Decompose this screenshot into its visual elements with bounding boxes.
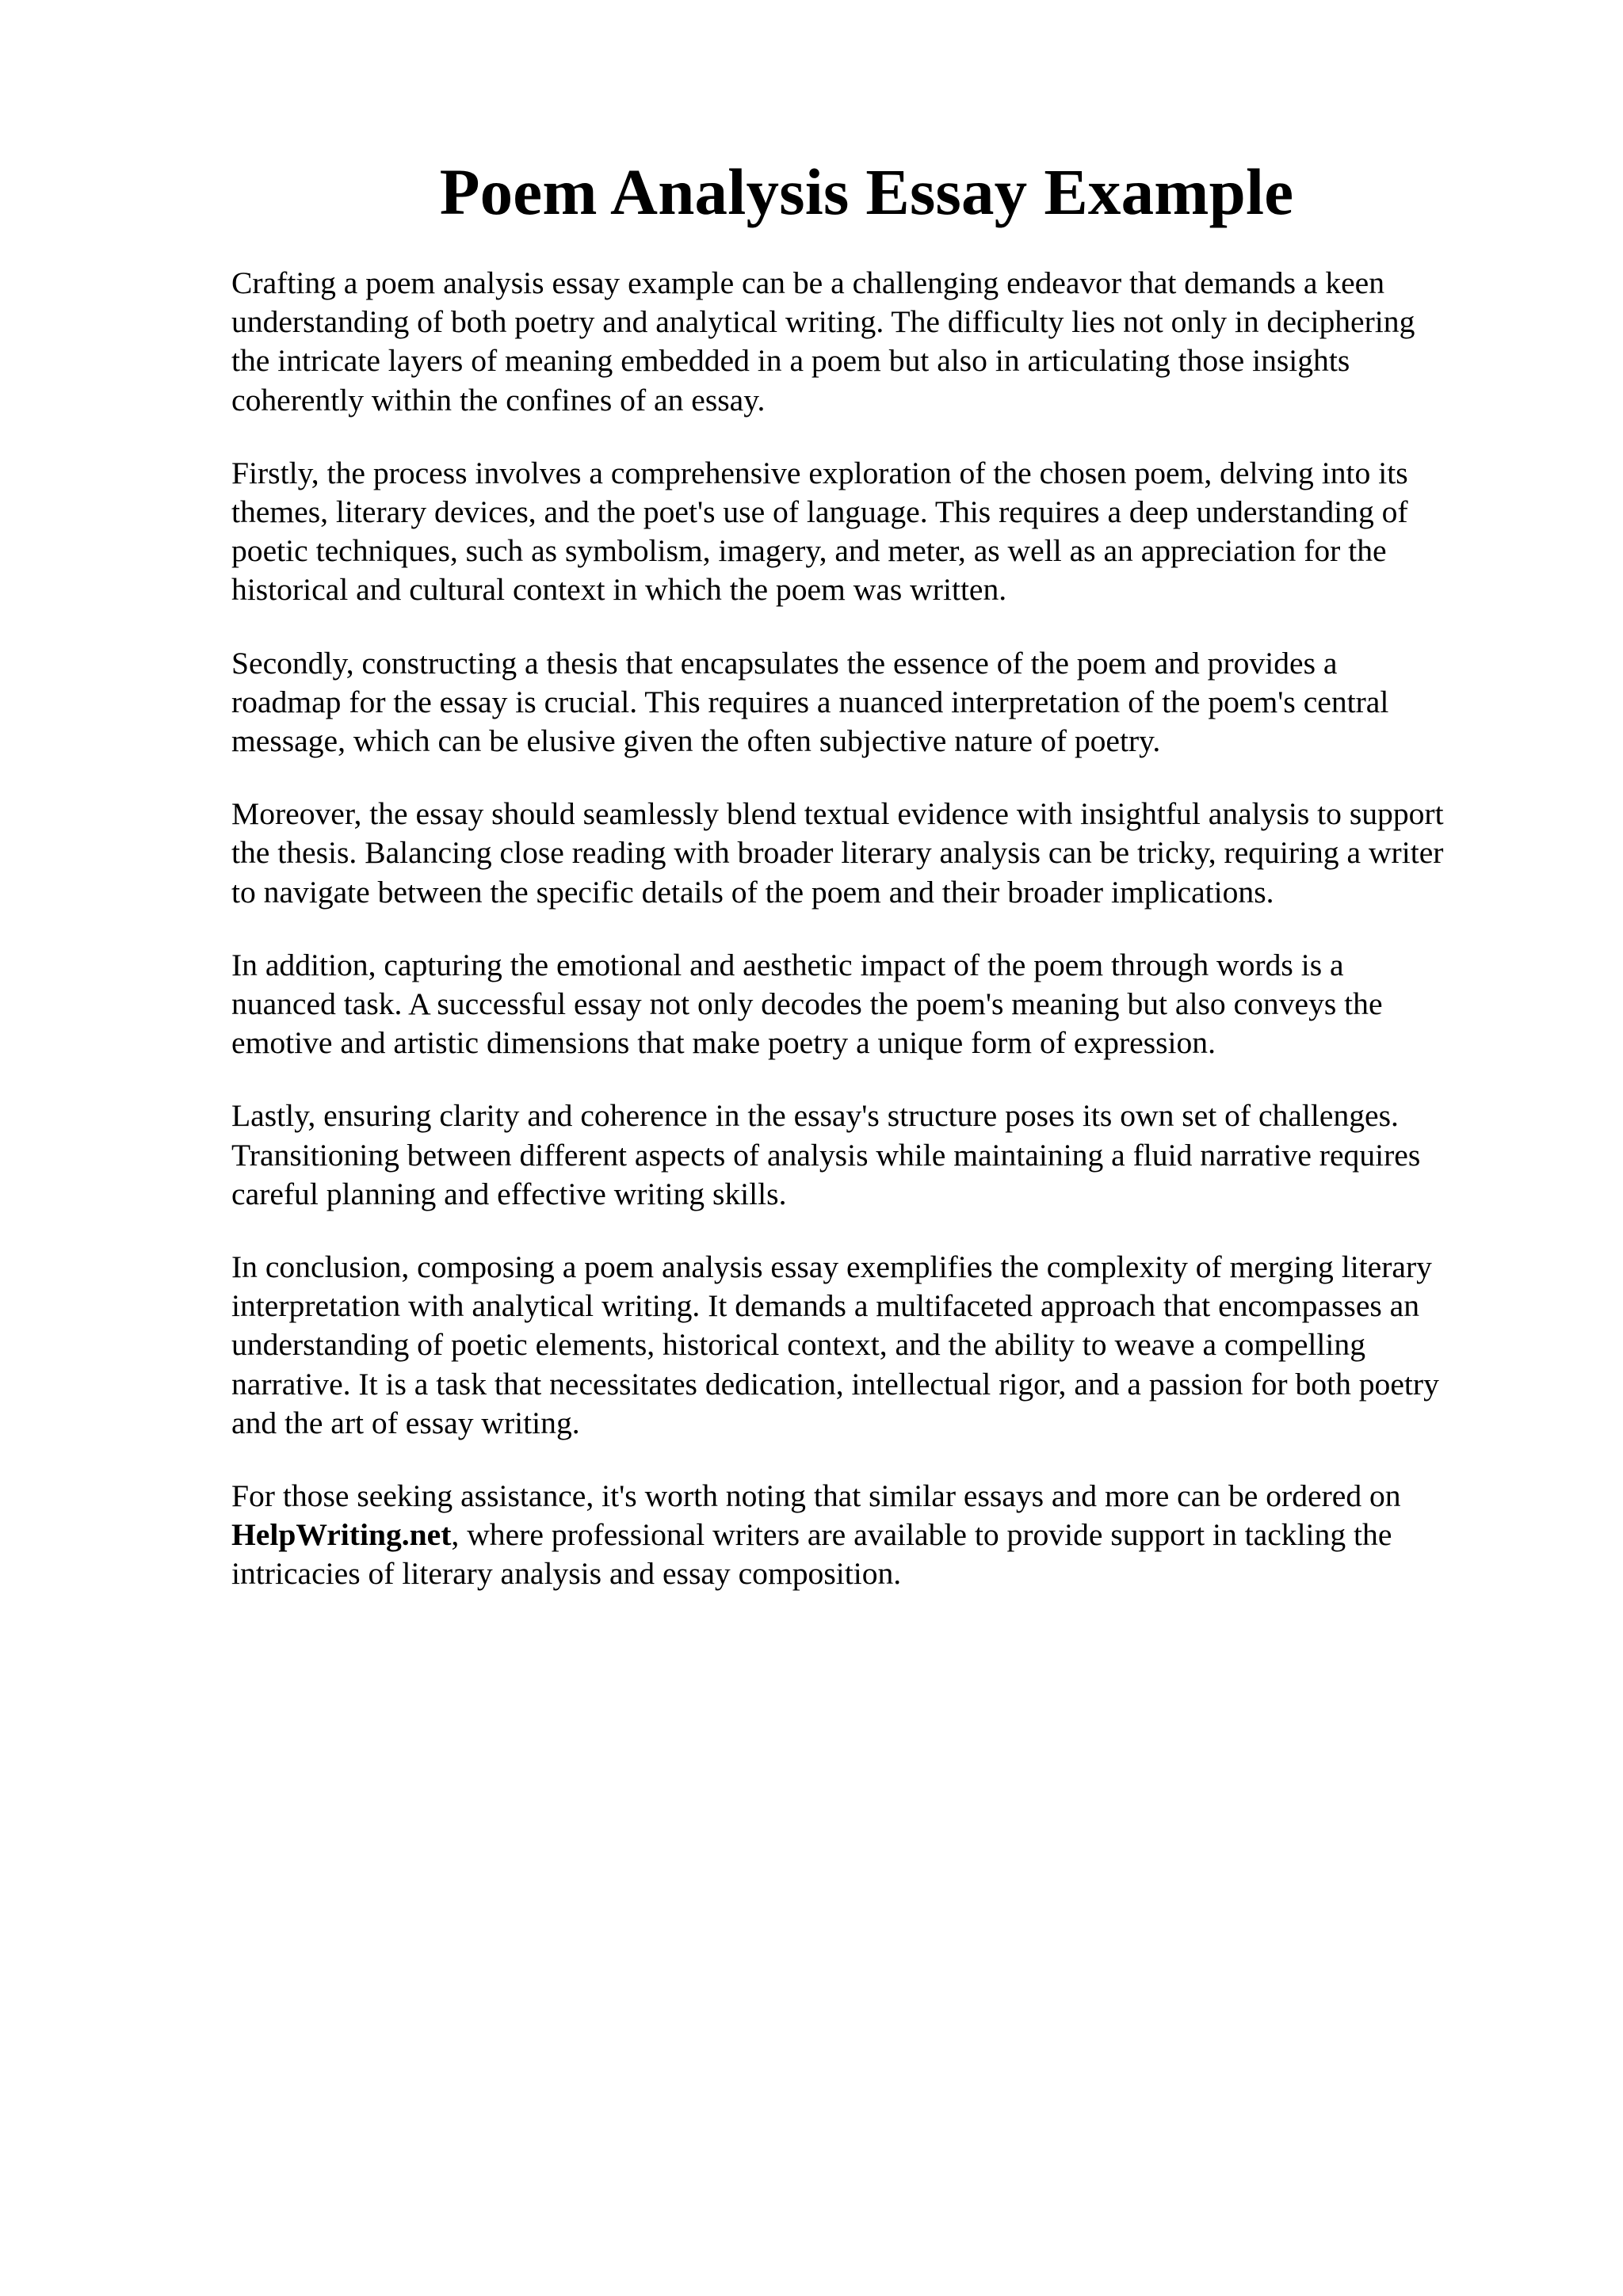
paragraph-line: nuanced task. A successful essay not only decodes the poem's meaning but also conveys the xyxy=(231,986,1383,1022)
closing-line-rest: , where professional writers are available to provide support in tackling the xyxy=(451,1517,1392,1553)
paragraph-line: the intricate layers of meaning embedded in a poem but also in articulating those insights xyxy=(231,343,1350,379)
brand-name: HelpWriting.net xyxy=(231,1517,452,1553)
paragraph-line: Secondly, constructing a thesis that encapsulates the essence of the poem and provides a xyxy=(231,645,1338,681)
paragraph-line: Crafting a poem analysis essay example can be a challenging endeavor that demands a keen xyxy=(231,265,1385,300)
paragraph-line: understanding of both poetry and analytical writing. The difficulty lies not only in deciphering xyxy=(231,304,1415,340)
paragraph-line xyxy=(231,1516,1515,1554)
paragraph-firstly xyxy=(231,454,1515,610)
paragraph-conclusion xyxy=(231,1248,1515,1443)
paragraph-line: understanding of poetic elements, historical context, and the ability to weave a compelling xyxy=(231,1327,1365,1363)
paragraph-secondly xyxy=(231,644,1515,761)
paragraph-line: the thesis. Balancing close reading with broader literary analysis can be tricky, requiring a writer xyxy=(231,835,1444,871)
paragraph-line: Moreover, the essay should seamlessly blend textual evidence with insightful analysis to support xyxy=(231,796,1444,832)
paragraph-line: and the art of essay writing. xyxy=(231,1405,580,1440)
paragraph-line: poetic techniques, such as symbolism, imagery, and meter, as well as an appreciation for the xyxy=(231,533,1387,569)
paragraph-line: narrative. It is a task that necessitates dedication, intellectual rigor, and a passion for both poetry xyxy=(231,1366,1439,1402)
paragraph-line: roadmap for the essay is crucial. This requires a nuanced interpretation of the poem's central xyxy=(231,684,1389,719)
paragraph-line: intricacies of literary analysis and essay composition. xyxy=(231,1556,902,1592)
paragraph-line: careful planning and effective writing skills. xyxy=(231,1176,787,1211)
paragraph-line: In conclusion, composing a poem analysis essay exemplifies the complexity of merging literary xyxy=(231,1249,1432,1285)
paragraph-line: For those seeking assistance, it's worth noting that similar essays and more can be ordered on xyxy=(231,1478,1401,1514)
paragraph-closing xyxy=(231,1477,1515,1594)
paragraph-line: Firstly, the process involves a comprehensive exploration of the chosen poem, delving into its xyxy=(231,455,1408,490)
paragraph-line: interpretation with analytical writing. It demands a multifaceted approach that encompasses an xyxy=(231,1288,1420,1324)
paragraph-line: themes, literary devices, and the poet's use of language. This requires a deep understanding of xyxy=(231,494,1408,530)
paragraph-line: message, which can be elusive given the often subjective nature of poetry. xyxy=(231,723,1161,759)
paragraph-line: emotive and artistic dimensions that make poetry a unique form of expression. xyxy=(231,1025,1216,1061)
paragraph-intro xyxy=(231,264,1515,420)
paragraph-line: coherently within the confines of an essay. xyxy=(231,382,766,418)
document-title: Poem Analysis Essay Example xyxy=(439,155,1294,228)
paragraph-line: Lastly, ensuring clarity and coherence in the essay's structure poses its own set of challenges. xyxy=(231,1098,1399,1134)
paragraph-lastly xyxy=(231,1097,1515,1214)
paragraph-moreover xyxy=(231,795,1515,912)
paragraph-in-addition xyxy=(231,946,1515,1063)
paragraph-line: In addition, capturing the emotional and aesthetic impact of the poem through words is a xyxy=(231,947,1344,982)
document-body xyxy=(231,264,1515,1628)
paragraph-line: historical and cultural context in which the poem was written. xyxy=(231,572,1007,608)
paragraph-line: to navigate between the specific details of the poem and their broader implications. xyxy=(231,874,1274,910)
paragraph-line: Transitioning between different aspects of analysis while maintaining a fluid narrative requires xyxy=(231,1137,1421,1173)
